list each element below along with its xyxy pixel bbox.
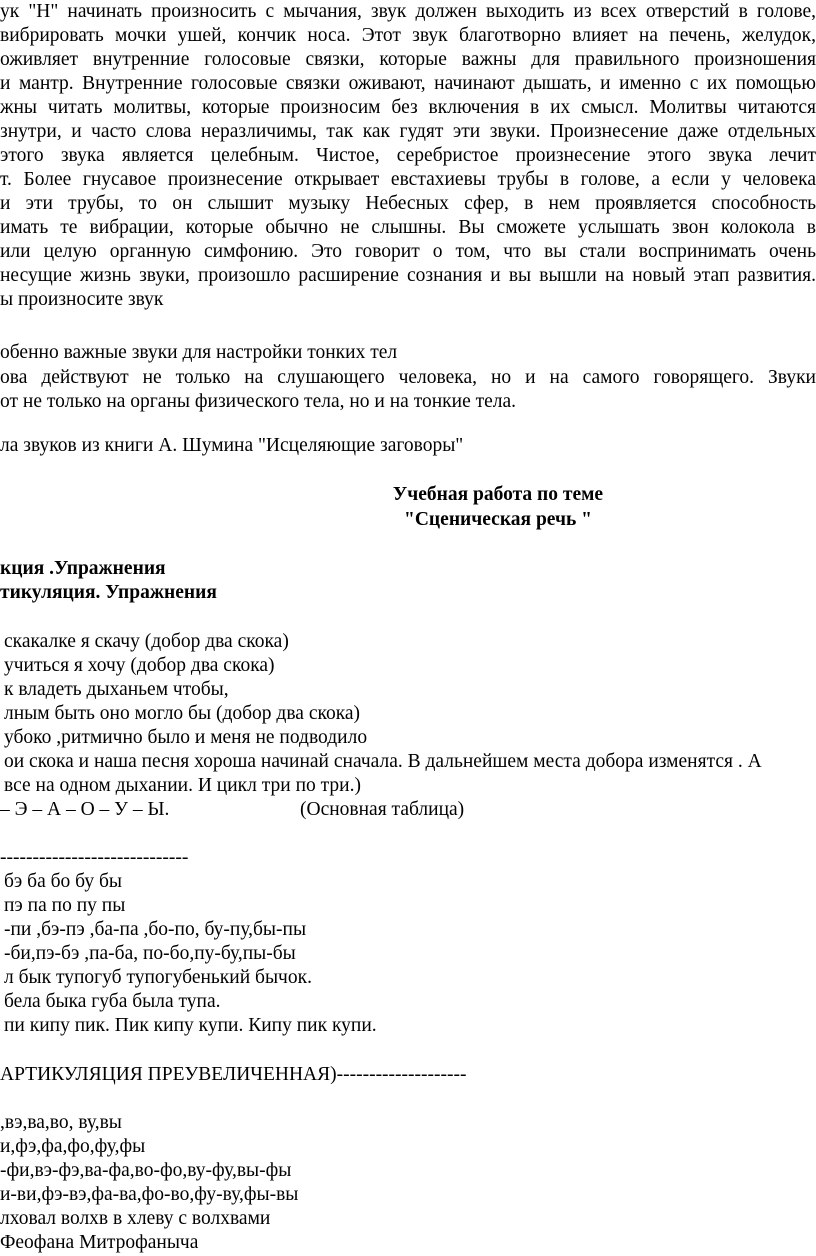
verse-line: к владеть дыханьем чтобы, [4, 679, 229, 700]
paragraph-line: или целую органную симфонию. Это говорит о том, что вы стали воспринимать очень [0, 241, 816, 262]
exercise-line: пи кипу пик. Пик кипу купи. Кипу пик купи. [4, 1015, 377, 1036]
exercise-line: пэ па по пу пы [4, 895, 126, 916]
paragraph-line: и эти трубы, то он слышит музыку Небесных сфер, в нем проявляется способность [0, 193, 816, 214]
subheading: обенно важные звуки для настройки тонких тел [0, 342, 398, 363]
source-note: ла звуков из книги А. Шумина "Исцеляющие заговоры" [0, 435, 464, 456]
separator-line: ----------------------------- [0, 847, 189, 868]
paragraph-line: от не только на органы физического тела, но и на тонкие тела. [0, 391, 517, 412]
verse-line: ои скока и наша песня хороша начинай сначала. В дальнейшем места добора изменятся . А [4, 751, 762, 772]
verse-line: учиться я хочу (добор два скока) [4, 655, 275, 676]
articulation-heading: АРТИКУЛЯЦИЯ ПРЕУВЕЛИЧЕННАЯ)-------------------- [0, 1064, 467, 1085]
verse-line: все на одном дыхании. И цикл три по три.) [4, 775, 361, 796]
exercise-line: -фи,вэ-фэ,ва-фа,во-фо,ву-фу,вы-фы [0, 1160, 292, 1181]
paragraph-line: ук "Н" начинать произносить с мычания, звук должен выходить из всех отверстий в голове, [0, 1, 816, 22]
paragraph-line: знутри, и часто слова неразличимы, так как гудят эти звуки. Произнесение даже отдельных [0, 121, 816, 142]
paragraph-line: этого звука является целебным. Чистое, серебристое произнесение этого звука лечит [0, 145, 816, 166]
exercise-line: и-ви,фэ-вэ,фа-ва,фо-во,фу-ву,фы-вы [0, 1184, 299, 1205]
paragraph-line: жны читать молитвы, которые произносим без включения в их смысл. Молитвы читаются [0, 97, 816, 118]
verse-line: лным быть оно могло бы (добор два скока) [4, 703, 361, 724]
exercise-line: и,фэ,фа,фо,фу,фы [0, 1136, 146, 1157]
paragraph-line: оживляет внутренние голосовые связки, которые важны для правильного произношения [0, 49, 816, 70]
exercise-line: Феофана Митрофаныча [0, 1232, 199, 1253]
section-heading: кция .Упражнения [0, 558, 166, 579]
paragraph-line: имать те вибрации, которые обычно не слышны. Вы сможете услышать звон колокола в [0, 217, 816, 238]
exercise-line: лховал волхв в хлеву с волхвами [0, 1208, 271, 1229]
paragraph-line: ы произносите звук [0, 289, 164, 310]
paragraph-line: несущие жизнь звуки, произошло расширение сознания и вы вышли на новый этап развития. [0, 265, 816, 286]
verse-line: скакалке я скачу (добор два скока) [4, 631, 289, 652]
exercise-line: ,вэ,ва,во, ву,вы [0, 1112, 122, 1133]
paragraph-line: вибрировать мочки ушей, кончик носа. Этот звук благотворно влияет на печень, желудок, [0, 25, 816, 46]
vowel-table-note: (Основная таблица) [300, 799, 465, 820]
section-heading: тикуляция. Упражнения [0, 582, 217, 603]
document-title: Учебная работа по теме [392, 484, 604, 505]
vowel-row: – Э – А – О – У – Ы. [0, 799, 170, 820]
exercise-line: бэ ба бо бу бы [4, 871, 122, 892]
exercise-line: -пи ,бэ-пэ ,ба-па ,бо-по, бу-пу,бы-пы [4, 919, 307, 940]
paragraph-line: ова действуют не только на слушающего человека, но и на самого говорящего. Звуки [0, 367, 816, 388]
exercise-line: бела быка губа была тупа. [4, 991, 221, 1012]
verse-line: убоко ,ритмично было и меня не подводило [4, 727, 368, 748]
paragraph-line: и мантр. Внутренние голосовые связки оживают, начинают дышать, и именно с их помощью [0, 73, 816, 94]
paragraph-line: т. Более гнусавое произнесение открывает евстахиевы трубы в голове, а если у человека [0, 169, 816, 190]
exercise-line: л бык тупогуб тупогубенький бычок. [4, 967, 312, 988]
document-subtitle: "Сценическая речь " [404, 509, 592, 530]
exercise-line: -би,пэ-бэ ,па-ба, по-бо,пу-бу,пы-бы [4, 943, 296, 964]
